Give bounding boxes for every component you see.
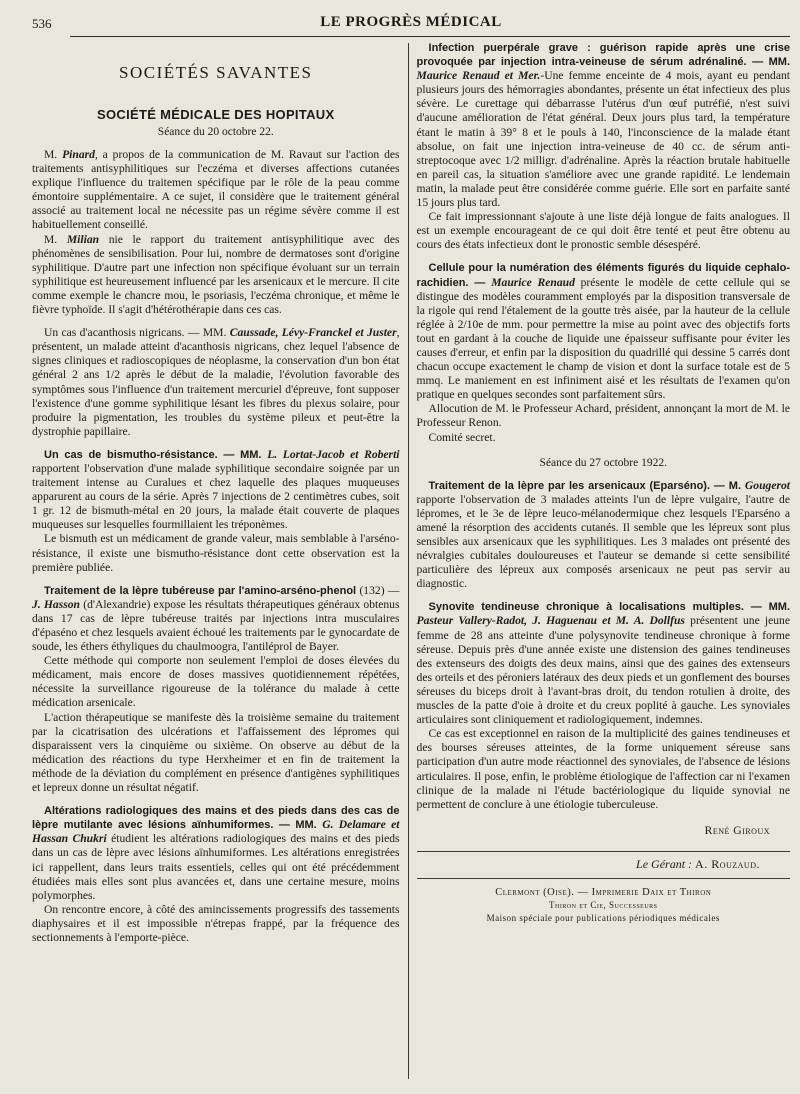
author-name: J. Hasson xyxy=(32,597,80,611)
header-rule xyxy=(70,36,790,37)
article-title: Infection puerpérale grave : guérison rapide après une crise provoquée par injection intra-veineuse de sérum adrénaliné. — MM. xyxy=(416,42,790,69)
running-head xyxy=(32,6,790,32)
author-names: G. Delamare et Hassan Chukri xyxy=(32,818,400,846)
printer-line: Thiron et Cie, Successeurs xyxy=(549,900,658,911)
paragraph-infection: Infection puerpérale grave : guérison rapide après une crise provoquée par injection intra-veineuse de sérum adrénaliné. — MM. Maurice Renaud et Mer.-Une femme enceinte de 4 mois, ayant eu pendant plusieurs jours des hémorragies abondantes, présente un état infectieux des plus sévère. Le curettage qui débarrasse l'utérus d'un œuf putréfié, n'est suivi d'aucune amélioration de l'état général. Deux jours plus tard, la température étant le matin à 39° 8 et le pouls à 140, l'inconscience de la malade étant absolue, on fait une injection intra-veineuse de 40 cc. de sérum anti-streptocoque avec 1/2 milligr. d'adrénaline. Après la réaction brutale habituelle en pareil cas, la situation s'améliore avec une grande rapidité. Le lendemain matin, la malade peut être considérée comme guérie. Elle sort en parfaite santé 15 jours plus tard. xyxy=(416,42,791,210)
gerant-name: A. Rouzaud. xyxy=(695,856,760,871)
article-title: Cellule pour la numération des éléments figurés du liquide cephalo-rachidien. — xyxy=(416,262,790,289)
article-title: Traitement de la lèpre tubéreuse par l'amino-arséno-phenol xyxy=(44,584,357,597)
printer-line: Maison spéciale pour publications périodiques médicales xyxy=(486,912,720,923)
article-title: Altérations radiologiques des mains et des pieds dans des cas de lèpre mutilante avec lésions aïnhumiformes. — MM. xyxy=(32,805,400,832)
paragraph-alterations-2: On rencontre encore, à côté des amincissements progressifs des tassements diaphysaires et il est impossible n'étrepas frappé, par la fréquence des sectionnements à l'emporte-pièce. xyxy=(32,902,400,944)
two-column-body xyxy=(32,39,790,1079)
paragraph-alterations: Altérations radiologiques des mains et des pieds dans des cas de lèpre mutilante avec lésions aïnhumiformes. — MM. G. Delamare et Hassan Chukri étudient les altérations radiologiques des mains et des pieds dans un cas de lèpre avec lésions aïnhumiformes. Les altérations enregistrées ici rappellent, dans leurs traits essentiels, celles qui ont été précédemment étudiées mais elles sont plus avancées et, dans une certaine mesure, moins polymorphes. xyxy=(32,805,400,902)
author-names: Caussade, Lévy-Franckel et Juster xyxy=(229,326,397,340)
article-title: Un cas de bismutho-résistance. — MM. xyxy=(44,448,268,461)
author-names: Pasteur Vallery-Radot, J. Haguenau et M. A. Dollfus xyxy=(416,614,685,628)
paragraph-lepre-tubereuse: Traitement de la lèpre tubéreuse par l'amino-arséno-phenol (132) — J. Hasson (d'Alexandrie) expose les résultats thérapeutiques généraux obtenus dans 17 cas de lèpre tubéreuse traités par injections intra musculaires d'épaséno et chez lesquels avaient échoué les traitements par le gynocardate de soude, les éthers éthyliques du chaulmoogra, l'antiléprol de Bayer. xyxy=(32,583,400,654)
gerant-line: Le Gérant : A. Rouzaud. xyxy=(636,856,760,871)
author-name: Pinard xyxy=(62,148,95,161)
journal-title: LE PROGRÈS MÉDICAL xyxy=(320,14,502,30)
paragraph-milian: M. Milian nie le rapport du traitement antisyphilitique avec des phénomènes de sensibilisation. Pour lui, nombre de dermatoses sont d'origine syphilitique. D'autre part une infection non spécifique évoluant sur un terrain syphilitique est heureusement influencé par les arsenicaux et le mercure. Il cite comme exemple le chancre mou, le psoriasis, l'eczéma chronique, et même le fièvre typhoïde. Il s'agit d'hétérothérapie dans ces cas. xyxy=(32,232,400,317)
paragraph-synovite: Synovite tendineuse chronique à localisations multiples. — MM. Pasteur Vallery-Radot, J. Haguenau et M. A. Dollfus présentent une jeune femme de 28 ans atteinte d'une polysynovite tendineuse chronique à forme séreuse. Depuis près d'une année existe une distension des gaines tendineuses des extenseurs des doigts des deux mains, ainsi que des gaines des extenseurs des orteils et des péroniers latéraux des deux pieds et un gonflement des bourses séreuses du biceps droit à l'avant-bras droit, du tendon rotulien à droite, des muscles de la patte d'oie à droite et du creux poplité à gauche. Les synoviales articulaires sont cliniquement et radiologiquement, indemnes. xyxy=(416,601,791,727)
article-title: Synovite tendineuse chronique à localisations multiples. — MM. xyxy=(428,601,790,614)
author-name: Milian xyxy=(66,232,100,246)
paragraph-cellule: Cellule pour la numération des éléments figurés du liquide cephalo-rachidien. — Maurice Renaud présente le modèle de cette cellule qui se distingue des modèles couramment employés par la disposition transversale de la rigole qui rend l'étalement de la goutte très aisée, par la hauteur de la cellule réglée à 2/10e de mm. pour permettre la mise au point avec des objectifs forts tout en gardant à la couche de liquide une épaisseur suffisante pour éviter les causes d'erreur, et enfin par la disposition du quadrillé qui dessine 5 carrés dont chacun occupe exactement le champ de vision et dont la surface totale est de 5 mmq. Le maniement en est infiniment aisé et les résultats de l'examen qu'on pratique en quelques secondes sont parfaitement sûrs. xyxy=(416,262,790,402)
page-number: 536 xyxy=(32,16,52,31)
paragraph-lepre-action: L'action thérapeutique se manifeste dès la troisième semaine du traitement par la cicatrisation des ulcérations et l'affaissement des lépromes qui disparaissent vers la cinquième ou sixième. On observe au début de la médication des réactions du type Herxheimer et en fin de traitement la méthode de la déviation du complément en présence d'antigènes syphilitiques et lepreux donne un résultat négatif. xyxy=(32,710,400,795)
author-names: L. Lortat-Jacob et Roberti xyxy=(267,447,400,461)
author-name: Maurice Renaud xyxy=(491,275,575,289)
left-column xyxy=(32,39,408,1079)
paragraph-lepre-methode: Cette méthode qui comporte non seulement l'emploi de doses élevées du médicament, mais encore de doses massives quotidiennement répétées, nécessite la surveillance rigoureuse de la tolérance du malade à cette médication arsenicale. xyxy=(32,654,400,710)
paragraph-pinard: M. Pinard, a propos de la communication de M. Ravaut sur l'action des traitements antisyphilitiques sur l'eczéma et diverses affections cutanées explique l'influence du traitemen spécifique par le rôle de la peau comme émontoire supplémentaire. A ce sujet, il considère que le traitement général associé au traitement local ne nécessite pas un régime sévère comme il est habituellement conseillé. xyxy=(32,148,400,232)
paragraph-comite: Comité secret. xyxy=(428,430,496,444)
printer-imprint xyxy=(417,887,790,925)
paragraph-synovite-2: Ce cas est exceptionnel en raison de la multiplicité des gaines tendineuses et des bourses séreuses atteintes, de la forme uniquement séreuse sans participation d'un autre mode réactionnel des synoviales, de l'absence de lésions articulaires. Il pose, enfin, le problème étiologique de l'affection car ni l'examen clinique de la malade ni l'étude bactériologique du liquide synovial ne permettent de conclure à une étiologie tuberculeuse. xyxy=(416,727,790,811)
paragraph-bismutho: Un cas de bismutho-résistance. — MM. L. Lortat-Jacob et Roberti rapportent l'observation d'une malade syphilitique secondaire soignée par un traitement intense au Curalues et chez laquelle des plaques muqueuses apparurent au cours de la série. Après 7 injections de 2 centimètres cubes, soit 1 gr. 12 de bismuth-métal en 20 jours, la malade était couverte de plaques muqueuses sur lesquelles fourmillaient les tréponèmes. xyxy=(32,447,400,532)
gerant-rule xyxy=(417,851,790,852)
paragraph-lepre-arsenicaux: Traitement de la lèpre par les arsenicaux (Eparséno). — M. Gougerot rapporte l'observation de 3 malades atteints l'un de lèpre vulgaire, l'autre de lépromes, et le 3e de lèpre leuco-mélanodermique chez lesquels l'Eparséno a amené la résorption des accidents cutanés. Il semble que les lépreux sont plus sensibles aux arsenicaux que les syphilitiques. Les 3 malades ont présenté des névralgies cubitales douloureuses et l'auteur se demande si cette sensibilité particulière des lépreux aux composés arsenicaux ne peut pas servir au diagnostic. xyxy=(416,478,790,591)
paragraph-bismutho-2: Le bismuth est un médicament de grande valeur, mais semblable à l'arséno-résistance, il existe une bismutho-résistance dont cette observation est la première publiée. xyxy=(32,532,400,574)
article-title: Un cas d'acanthosis nigricans. — MM. xyxy=(44,326,230,340)
author-names: Maurice Renaud et Mer. xyxy=(416,69,541,83)
printer-line: Clermont (Oise). — Imprimerie Daix et Thiron xyxy=(495,886,712,898)
author-name: Gougerot xyxy=(744,478,790,492)
session-date-2: Séance du 27 octobre 1922. xyxy=(539,456,667,469)
paragraph-infection-2: Ce fait impressionnant s'ajoute à une liste déjà longue de faits analogues. Il est un exemple encourageant de ce qui doit être tenté et peut être obtenu au cours des états infectieux dont le pronostic semble désespéré. xyxy=(416,210,790,252)
gerant-rule-2 xyxy=(417,878,790,879)
society-heading: SOCIÉTÉ MÉDICALE DES HOPITAUX xyxy=(97,107,335,122)
paragraph-allocution: Allocution de M. le Professeur Achard, président, annonçant la mort de M. le Professeur Renon. xyxy=(416,402,790,430)
right-column xyxy=(409,39,790,1079)
section-heading: SOCIÉTÉS SAVANTES xyxy=(119,63,313,82)
session-date: Séance du 20 octobre 22. xyxy=(157,126,274,138)
article-title: Traitement de la lèpre par les arsenicaux (Eparséno). — M. xyxy=(428,479,745,492)
paragraph-acanthosis: Un cas d'acanthosis nigricans. — MM. Caussade, Lévy-Franckel et Juster, présentent, un malade atteint d'acanthosis nigricans, chez lequel l'absence de signes cliniques et radioscopiques de néoplasme, la conservation d'un bon état général 2 ans 1/2 après le début de la maladie, l'évolution favorable des symptômes sous l'influence d'un traitement mercuriel d'épreuve, font supposer l'existence d'une gomme syphilitique lésant les fibres du plexus solaire, pour produire la pigmentation, les troubles du système pileux et peut-être la dystrophie papillaire. xyxy=(32,326,400,438)
signature: René Giroux xyxy=(704,823,770,837)
